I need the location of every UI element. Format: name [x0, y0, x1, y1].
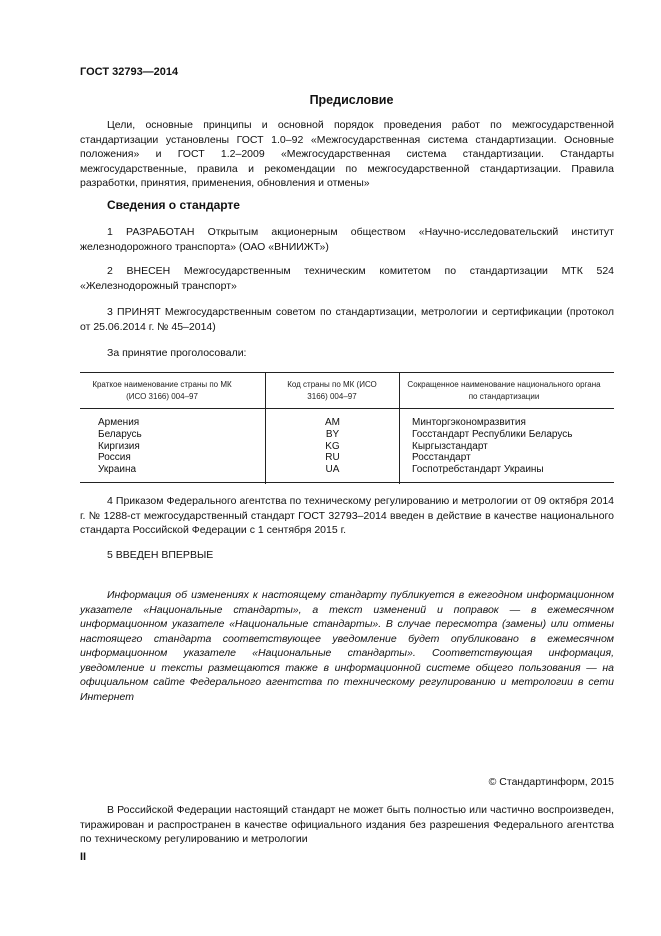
info-item-4: 4 Приказом Федерального агентства по техническому регулированию и метрологии от 09 октября 2014 г. № 1288-ст межгосударственный стандарт ГОСТ 32793–2014 введен в действие в качестве национального стандарта Российской Федерации с 1 сентября 2015 г.: [80, 495, 614, 536]
country-name-column: [98, 417, 142, 476]
table-cell: Госстандарт Республики Беларусь: [412, 428, 573, 440]
table-cell: Беларусь: [98, 428, 142, 440]
legal-text: В Российской Федерации настоящий стандарт не может быть полностью или частично воспроизведен, тиражирован и распространен в качестве официального издания без разрешения Федерального агентства по техническому регулированию и метрологии: [80, 804, 614, 845]
table-cell: Армения: [98, 417, 140, 428]
voted-label: За принятие проголосовали:: [107, 347, 247, 359]
country-code-column: [266, 417, 399, 476]
document-code: ГОСТ 32793—2014: [80, 66, 179, 78]
info-item-5: 5 ВВЕДЕН ВПЕРВЫЕ: [107, 549, 214, 561]
header-standards-body: Сокращенное наименование национального органа по стандартизации: [407, 380, 601, 401]
table-divider: [399, 373, 400, 484]
table-cell: Россия: [98, 452, 131, 464]
info-item-3: 3 ПРИНЯТ Межгосударственным советом по стандартизации, метрологии и сертификации (протокол от 25.06.2014 г. № 45–2014): [80, 306, 614, 333]
table-cell: AM: [325, 417, 340, 428]
header-country-name: Краткое наименование страны по МК (ИСО 3166) 004–97: [92, 380, 232, 401]
info-heading: Сведения о стандарте: [107, 198, 240, 212]
standards-body-column: [412, 417, 572, 476]
table-cell: BY: [325, 428, 340, 440]
table-cell: Кыргызстандарт: [412, 440, 488, 452]
table-cell: RU: [325, 452, 340, 464]
table-cell: Киргизия: [98, 440, 140, 452]
info-item-2: 2 ВНЕСЕН Межгосударственным техническим комитетом по стандартизации МТК 524 «Железнодорожный транспорт»: [80, 265, 614, 292]
preface-title: Предисловие: [309, 93, 394, 107]
notice-text: Информация об изменениях к настоящему стандарту публикуется в ежегодном информационном указателе «Национальные стандарты», а текст изменений и поправок — в ежемесячном информационном указателе «Национальные стандарты». В случае пересмотра (замены) или отмены настоящего стандарта соответствующее уведомление будет опубликовано в ежемесячном информационном указателе «Национальные стандарты». Соответствующая информация, уведомление и тексты размещаются также в информационной системе общего пользования — на официальном сайте Федерального агентства по техническому регулированию и метрологии в сети Интернет: [80, 589, 614, 703]
table-cell: Украина: [98, 464, 137, 476]
table-header: [80, 373, 614, 409]
copyright: © Стандартинформ, 2015: [488, 776, 614, 788]
preface-text: Цели, основные принципы и основной порядок проведения работ по межгосударственной стандартизации установлены ГОСТ 1.0–92 «Межгосударственная система стандартизации. Основные положения» и ГОСТ 1.2–2009 «Межгосударственная система стандартизации. Стандарты межгосударственные, правила и рекомендации по межгосударственной стандартизации. Правила разработки, принятия, применения, обновления и отмены»: [80, 119, 614, 189]
table-cell: Минторгэкономразвития: [412, 417, 526, 428]
page-number: II: [80, 851, 87, 863]
info-item-1: 1 РАЗРАБОТАН Открытым акционерным обществом «Научно-исследовательский институт железнодорожного транспорта» (ОАО «ВНИИЖТ»): [80, 226, 614, 253]
table-cell: Росстандарт: [412, 452, 471, 464]
voting-table: [80, 372, 614, 483]
header-country-code: Код страны по МК (ИСО 3166) 004–97: [287, 380, 377, 401]
table-cell: UA: [325, 464, 340, 476]
table-cell: KG: [325, 440, 340, 452]
table-cell: Госпотребстандарт Украины: [412, 464, 544, 476]
